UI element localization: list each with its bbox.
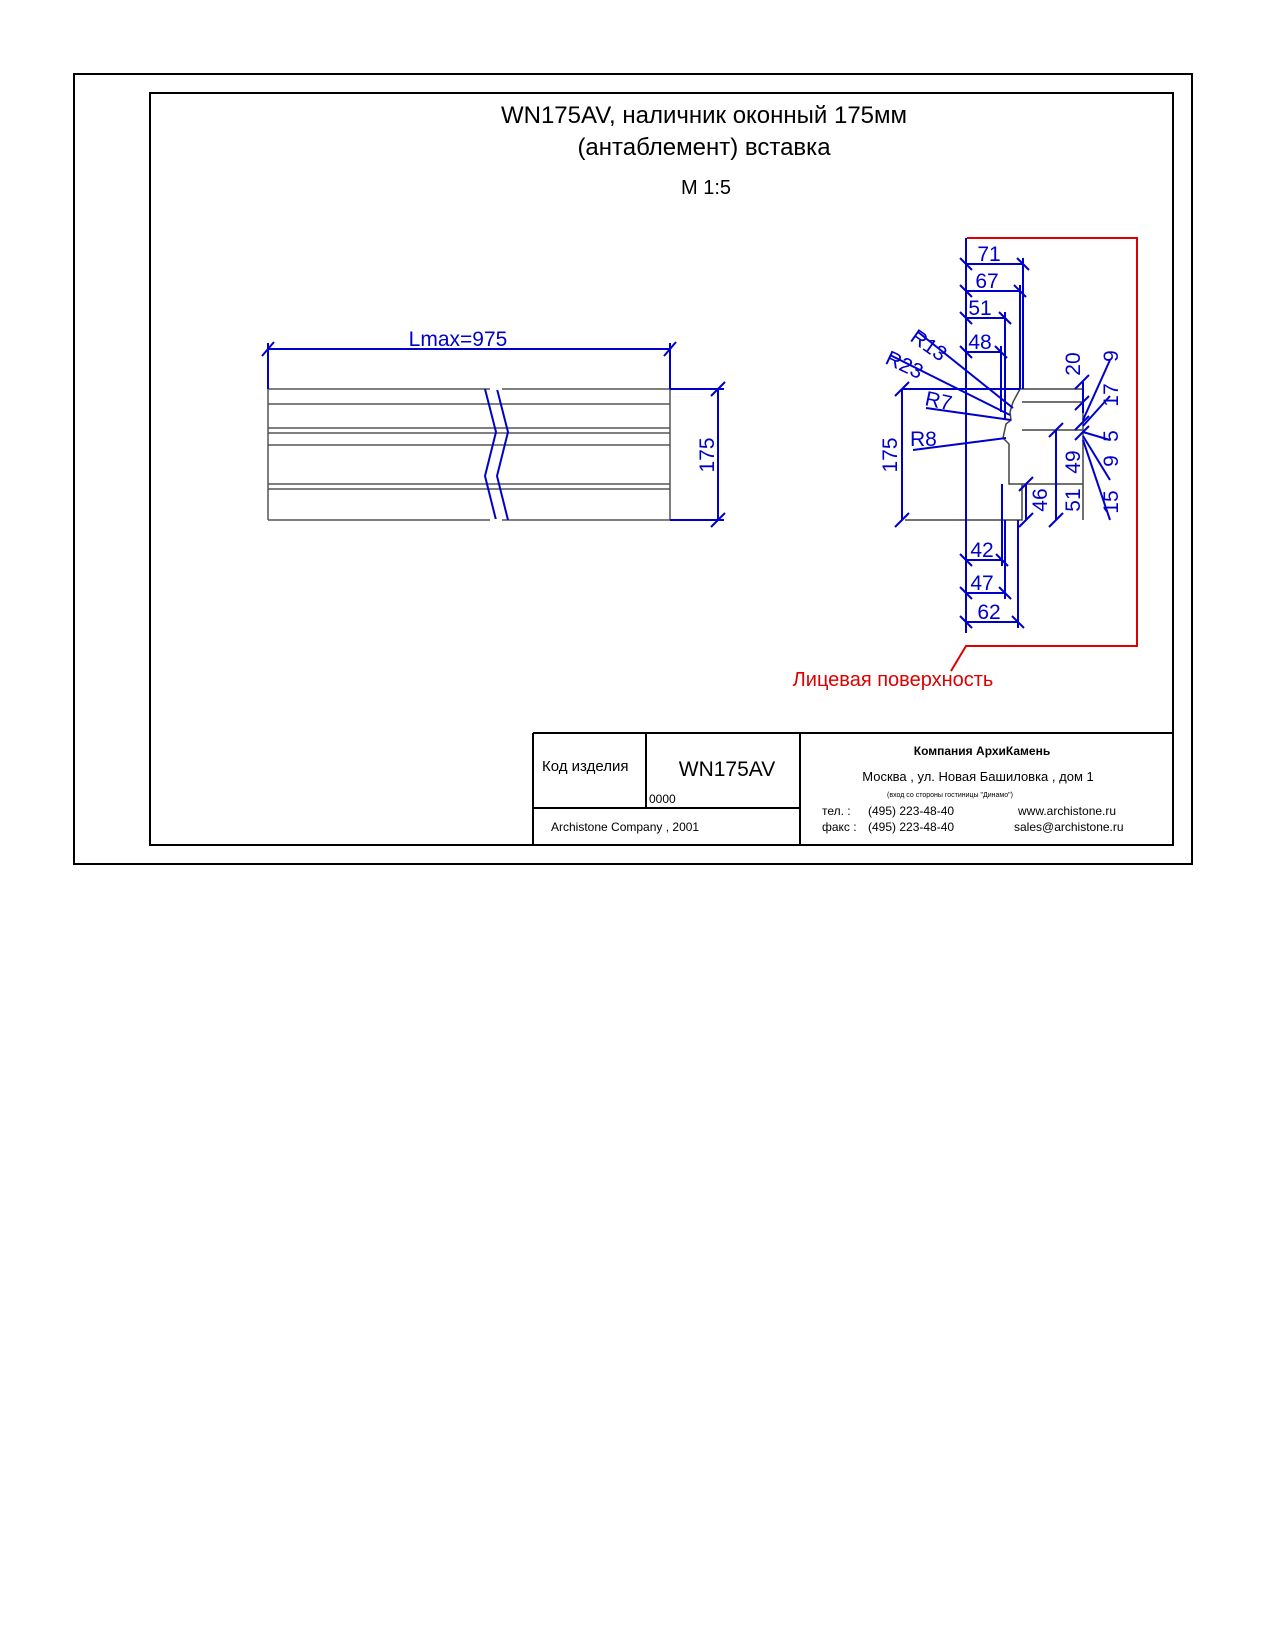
profile-section [793, 238, 1137, 691]
front-view [262, 328, 725, 527]
dim-right-17: 17 [1100, 383, 1123, 407]
code-label: Код изделия [542, 758, 629, 775]
dim-top-48: 48 [968, 331, 992, 354]
company-name: Компания АрхиКамень [913, 744, 1051, 758]
dim-right-20: 20 [1062, 352, 1085, 376]
drawing-title-line2: (антаблемент) вставка [577, 134, 831, 161]
face-surface-label: Лицевая поверхность [792, 669, 994, 691]
drawing-number: 0000 [649, 792, 676, 806]
code-value: WN175AV [678, 758, 776, 781]
break-line-left [485, 389, 496, 520]
dim-right-49: 49 [1062, 450, 1085, 474]
dim-right-46: 46 [1029, 488, 1052, 512]
dim-bottom-62: 62 [977, 601, 1001, 624]
radius-r8: R8 [910, 428, 937, 451]
dim-top-67: 67 [975, 270, 999, 293]
dim-right-9-mid: 9 [1100, 455, 1123, 467]
length-dimension: Lmax=975 [408, 328, 508, 351]
drawing-scale: М 1:5 [680, 177, 732, 199]
dim-top-71: 71 [977, 243, 1001, 266]
email-link[interactable]: sales@archistone.ru [1014, 820, 1124, 834]
phone-label: тел. : [822, 804, 851, 818]
radius-r23: R23 [881, 346, 927, 384]
company-address: Москва , ул. Новая Башиловка , дом 1 [862, 769, 1094, 784]
company-address-note: (вход со стороны гостиницы "Динамо") [887, 792, 1013, 799]
dim-right-5: 5 [1100, 430, 1123, 442]
fax-number: (495) 223-48-40 [868, 820, 955, 834]
radius-r7: R7 [922, 387, 955, 416]
copyright: Archistone Company , 2001 [551, 820, 700, 834]
radius-r13: R13 [906, 325, 951, 367]
website-link[interactable]: www.archistone.ru [1018, 804, 1117, 818]
break-line-right [497, 389, 508, 520]
title-block [533, 733, 1173, 845]
dim-top-51: 51 [968, 297, 992, 320]
fax-label: факс : [822, 820, 857, 834]
dim-left-175: 175 [879, 437, 902, 473]
phone-number: (495) 223-48-40 [868, 804, 955, 818]
height-dimension: 175 [696, 437, 719, 473]
dim-right-51: 51 [1062, 488, 1085, 512]
dim-bottom-42: 42 [970, 539, 994, 562]
dim-right-9-top: 9 [1100, 350, 1123, 362]
dim-bottom-47: 47 [970, 572, 994, 595]
drawing-title-line1: WN175AV, наличник оконный 175мм [500, 102, 908, 129]
dim-right-15: 15 [1100, 490, 1123, 514]
